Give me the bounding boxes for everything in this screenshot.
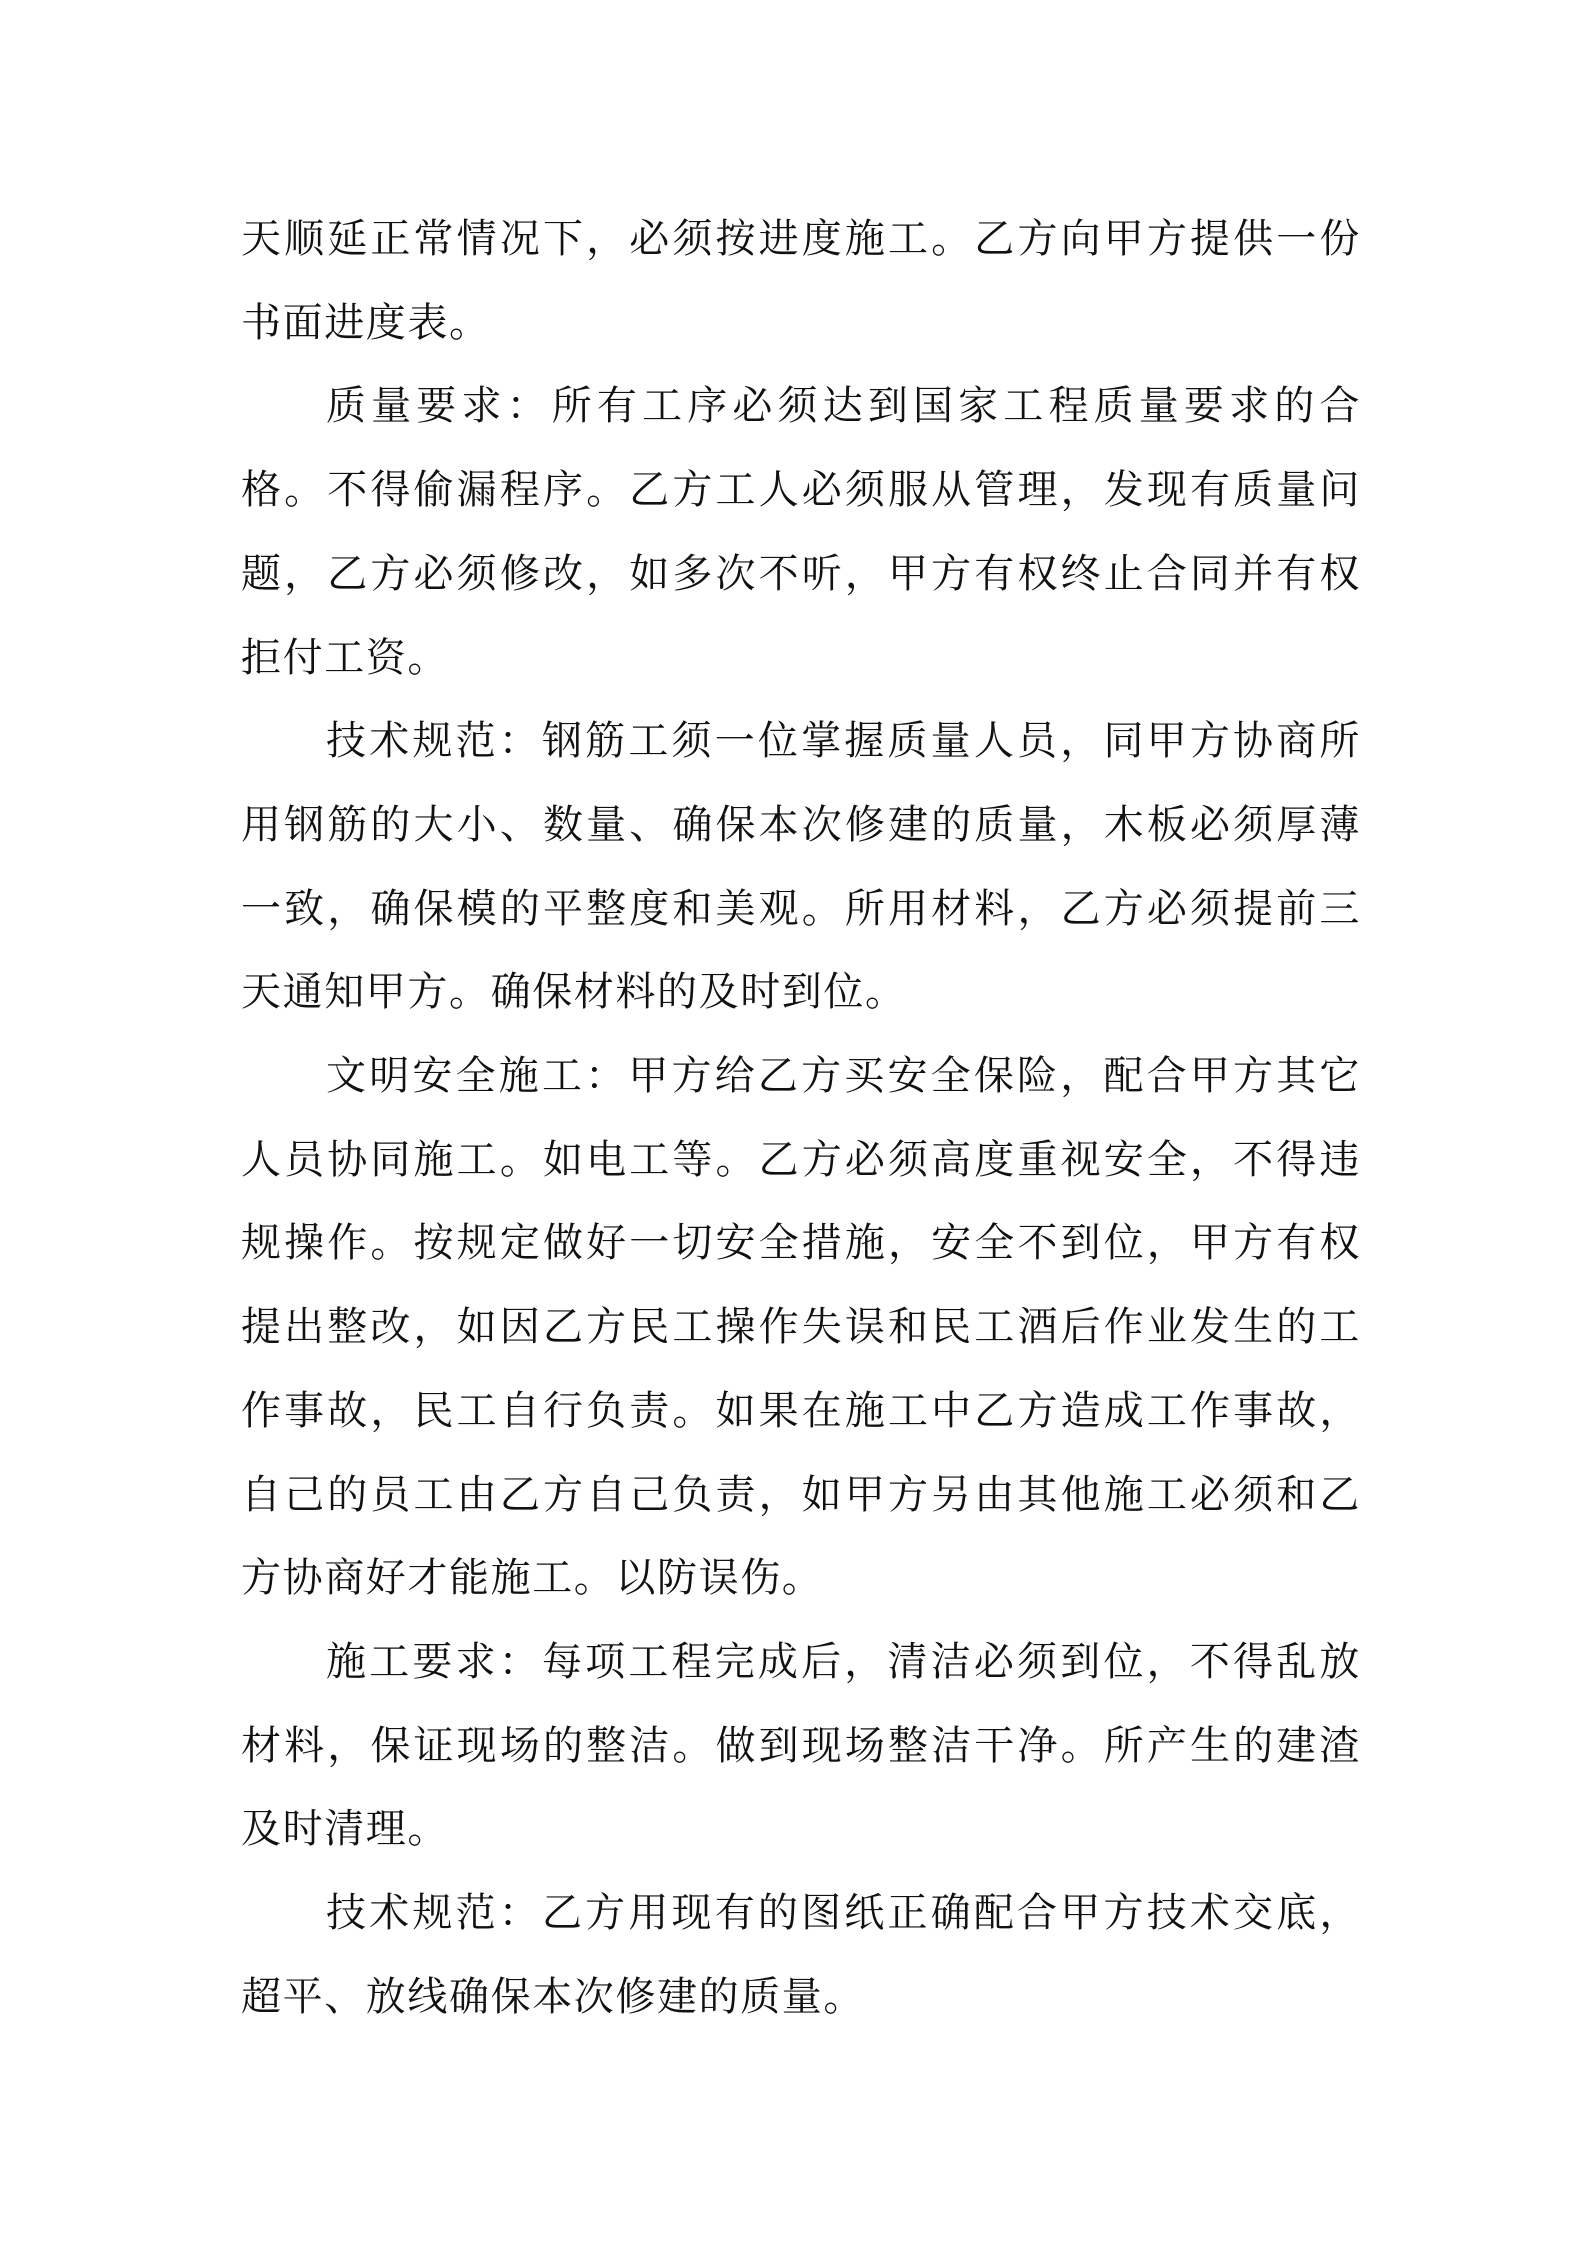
paragraph-technical-specifications: 技术规范：钢筋工须一位掌握质量人员，同甲方协商所用钢筋的大小、数量、确保本次修建的质量，木板必须厚薄一致，确保模的平整度和美观。所用材料，乙方必须提前三天通知甲方。确保材料的及时到位。 [241,718,1361,1016]
paragraph-technical-specifications-drawings: 技术规范：乙方用现有的图纸正确配合甲方技术交底，超平、放线确保本次修建的质量。 [241,1890,1361,2020]
paragraph-quality-requirements: 质量要求：所有工序必须达到国家工程质量要求的合格。不得偷漏程序。乙方工人必须服从管理，发现有质量问题，乙方必须修改，如多次不听，甲方有权终止合同并有权拒付工资。 [241,383,1361,681]
document-body [241,198,1361,2039]
paragraph-safe-construction: 文明安全施工：甲方给乙方买安全保险，配合甲方其它人员协同施工。如电工等。乙方必须高度重视安全，不得违规操作。按规定做好一切安全措施，安全不到位，甲方有权提出整改，如因乙方民工操作失误和民工酒后作业发生的工作事故，民工自行负责。如果在施工中乙方造成工作事故，自己的员工由乙方自己负责，如甲方另由其他施工必须和乙方协商好才能施工。以防误伤。 [241,1053,1361,1602]
paragraph-schedule-continuation: 天顺延正常情况下，必须按进度施工。乙方向甲方提供一份书面进度表。 [241,216,1361,346]
paragraph-construction-requirements: 施工要求：每项工程完成后，清洁必须到位，不得乱放材料，保证现场的整洁。做到现场整洁干净。所产生的建渣及时清理。 [241,1638,1361,1853]
